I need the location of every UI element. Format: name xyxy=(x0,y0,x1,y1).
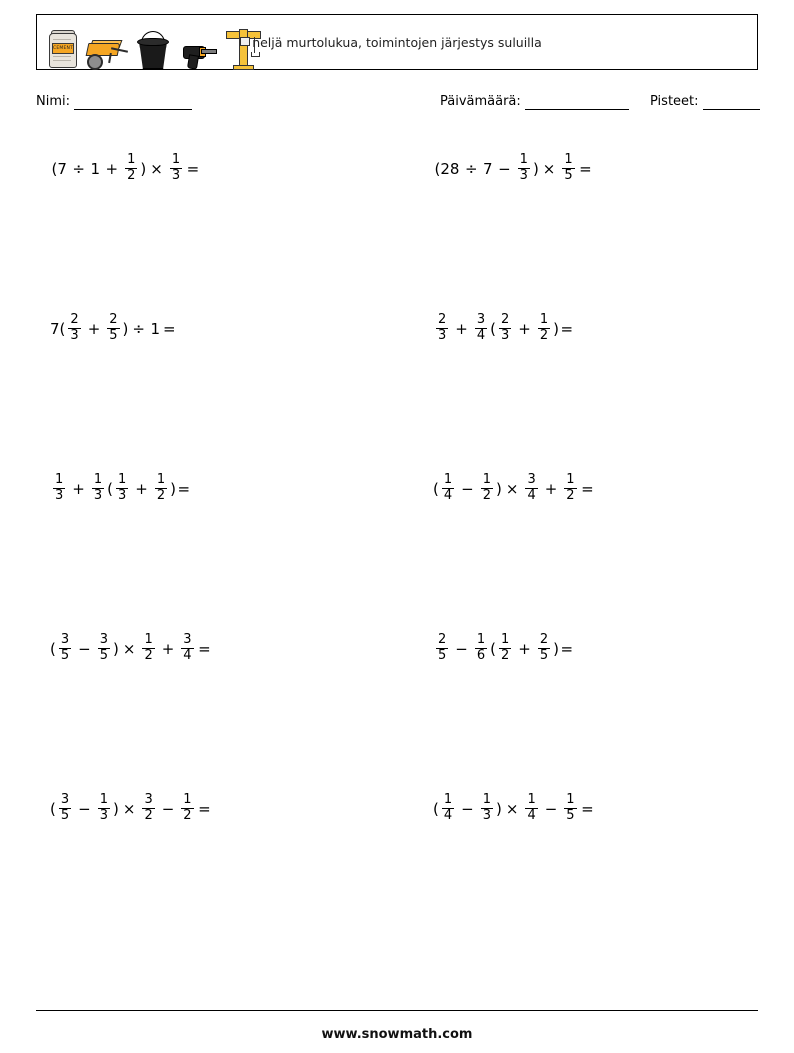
problem-row xyxy=(36,780,771,940)
token: ) xyxy=(553,640,559,659)
name-input-blank[interactable] xyxy=(74,94,192,110)
score-field-group xyxy=(650,94,760,110)
fraction: $\frac{1}{2}$ xyxy=(183,792,192,823)
fraction: $\frac{1}{4}$ xyxy=(443,472,453,503)
token: ( xyxy=(50,800,56,819)
fraction: $\frac{3}{4}$ xyxy=(527,472,536,503)
token: ) xyxy=(140,160,147,179)
fraction: $\frac{1}{4}$ xyxy=(527,792,536,823)
token: − xyxy=(544,800,558,819)
fraction: $\frac{2}{3}$ xyxy=(501,312,510,343)
token: = xyxy=(198,640,211,659)
token: ) xyxy=(532,160,539,179)
fraction: $\frac{1}{2}$ xyxy=(482,472,491,503)
token: × xyxy=(122,640,136,659)
drill-icon xyxy=(175,37,215,69)
worksheet-header xyxy=(36,14,758,70)
token: ) xyxy=(113,800,119,819)
token: ) xyxy=(122,320,129,339)
fraction: $\frac{1}{3}$ xyxy=(519,152,528,183)
footer-divider xyxy=(36,1010,758,1011)
token: = xyxy=(560,320,574,339)
token: + xyxy=(105,160,119,179)
wheelbarrow-icon xyxy=(85,35,129,69)
problem-9 xyxy=(36,780,403,940)
problem-5-expression xyxy=(50,474,192,504)
token: ÷ xyxy=(132,320,145,339)
token: + xyxy=(87,320,101,339)
problem-6-expression xyxy=(433,474,595,504)
token: + xyxy=(518,640,531,659)
fraction: $\frac{1}{2}$ xyxy=(144,632,153,663)
fraction: $\frac{1}{6}$ xyxy=(476,632,486,663)
fraction: $\frac{3}{4}$ xyxy=(476,312,486,343)
token: × xyxy=(150,160,163,179)
token: − xyxy=(498,160,511,179)
token: ( xyxy=(433,480,439,499)
problem-2-expression xyxy=(433,154,593,184)
problem-9-expression xyxy=(50,794,212,824)
problem-7-expression xyxy=(50,634,212,664)
problem-1 xyxy=(36,140,403,300)
problem-row xyxy=(36,460,771,620)
token: + xyxy=(544,480,558,499)
token: ÷ xyxy=(72,160,85,179)
token: (7 xyxy=(51,160,67,179)
problem-grid xyxy=(36,140,771,940)
token: + xyxy=(161,640,175,659)
score-label: Pisteet: xyxy=(650,94,699,109)
problem-row xyxy=(36,300,771,460)
token: + xyxy=(455,320,468,339)
fraction: $\frac{3}{5}$ xyxy=(60,792,70,823)
token: 7( xyxy=(50,320,66,339)
token: = xyxy=(163,320,176,339)
problem-row xyxy=(36,620,771,780)
footer-website: www.snowmath.com xyxy=(321,1027,473,1042)
fraction: $\frac{1}{3}$ xyxy=(93,472,103,503)
token: = xyxy=(186,160,200,179)
token: 7 xyxy=(483,160,493,179)
fraction: $\frac{2}{3}$ xyxy=(70,312,79,343)
problem-8-expression xyxy=(433,634,575,664)
bucket-icon xyxy=(135,33,169,69)
token: ( xyxy=(490,320,496,339)
token: 1 xyxy=(150,320,161,339)
fraction: $\frac{1}{3}$ xyxy=(55,472,64,503)
fraction: $\frac{3}{5}$ xyxy=(60,632,70,663)
token: × xyxy=(505,480,519,499)
problem-4-expression xyxy=(433,314,575,344)
token: (28 xyxy=(434,160,460,179)
fraction: $\frac{2}{5}$ xyxy=(539,632,549,663)
token: = xyxy=(581,480,594,499)
token: ) xyxy=(113,640,119,659)
cement-bag-icon xyxy=(45,29,79,69)
token: ( xyxy=(107,480,113,499)
worksheet-title: neljä murtolukua, toimintojen järjestys suluilla xyxy=(252,34,542,50)
token: + xyxy=(135,480,148,499)
token: = xyxy=(198,800,211,819)
problem-6 xyxy=(403,460,770,620)
token: = xyxy=(581,800,594,819)
name-label: Nimi: xyxy=(36,94,70,109)
problem-1-expression xyxy=(50,154,201,184)
fraction: $\frac{1}{3}$ xyxy=(482,792,491,823)
token: × xyxy=(122,800,136,819)
token: − xyxy=(455,640,468,659)
problem-10-expression xyxy=(433,794,595,824)
token: ) xyxy=(170,480,176,499)
token: × xyxy=(542,160,556,179)
token: − xyxy=(161,800,175,819)
fraction: $\frac{1}{2}$ xyxy=(501,632,510,663)
fraction: $\frac{3}{2}$ xyxy=(144,792,153,823)
fraction: $\frac{2}{3}$ xyxy=(438,312,447,343)
token: ( xyxy=(50,640,56,659)
token: = xyxy=(177,480,191,499)
token: ) xyxy=(553,320,559,339)
token: + xyxy=(72,480,85,499)
fraction: $\frac{1}{2}$ xyxy=(127,152,136,183)
problem-2 xyxy=(403,140,770,300)
token: ÷ xyxy=(464,160,478,179)
problem-row xyxy=(36,140,771,300)
problem-3-expression xyxy=(50,314,177,344)
problem-5 xyxy=(36,460,403,620)
token: − xyxy=(461,480,474,499)
token: × xyxy=(505,800,519,819)
token: − xyxy=(78,640,91,659)
date-label: Päivämäärä: xyxy=(440,94,521,109)
fraction: $\frac{1}{4}$ xyxy=(443,792,453,823)
header-icon-group xyxy=(37,15,261,69)
problem-4 xyxy=(403,300,770,460)
problem-7 xyxy=(36,620,403,780)
token: − xyxy=(78,800,91,819)
fraction: $\frac{2}{5}$ xyxy=(109,312,118,343)
problem-3 xyxy=(36,300,403,460)
cement-bag-label: CEMENT xyxy=(52,43,74,54)
date-field-group xyxy=(440,94,629,110)
fraction: $\frac{1}{5}$ xyxy=(564,152,573,183)
fraction: $\frac{3}{4}$ xyxy=(183,632,192,663)
date-input-blank[interactable] xyxy=(525,94,629,110)
fraction: $\frac{3}{5}$ xyxy=(99,632,108,663)
fraction: $\frac{2}{5}$ xyxy=(438,632,447,663)
fraction: $\frac{1}{3}$ xyxy=(171,152,181,183)
token: ( xyxy=(433,800,439,819)
fraction: $\frac{1}{3}$ xyxy=(99,792,108,823)
score-input-blank[interactable] xyxy=(703,94,760,110)
token: ) xyxy=(496,480,502,499)
token: = xyxy=(579,160,592,179)
token: ( xyxy=(490,640,496,659)
fraction: $\frac{1}{5}$ xyxy=(566,792,575,823)
fraction: $\frac{1}{3}$ xyxy=(118,472,127,503)
token: − xyxy=(461,800,474,819)
fraction: $\frac{1}{2}$ xyxy=(156,472,166,503)
token: 1 xyxy=(90,160,101,179)
fraction: $\frac{1}{2}$ xyxy=(566,472,575,503)
problem-8 xyxy=(403,620,770,780)
name-field-group xyxy=(36,94,192,110)
token: ) xyxy=(496,800,502,819)
token: + xyxy=(518,320,531,339)
token: = xyxy=(560,640,574,659)
fraction: $\frac{1}{2}$ xyxy=(539,312,549,343)
problem-10 xyxy=(403,780,770,940)
